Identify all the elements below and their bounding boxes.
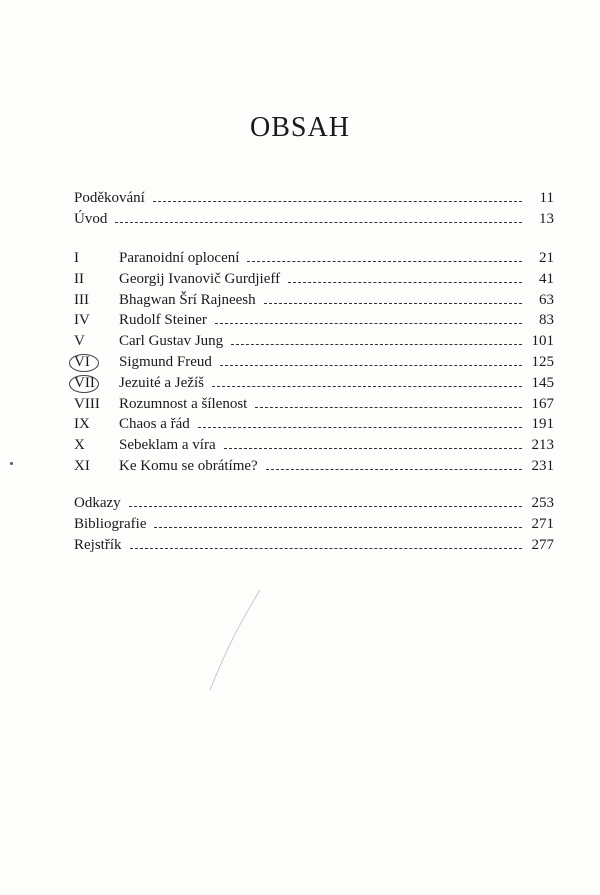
- chapter-title: Jezuité a Ježíš: [119, 374, 204, 391]
- entry-page: 11: [539, 190, 554, 206]
- chapter-page: 191: [531, 416, 554, 433]
- dot-leader: [220, 365, 522, 366]
- chapter-page: 21: [539, 250, 554, 266]
- toc-chapter-entry: [74, 352, 554, 373]
- dot-leader: [115, 222, 522, 223]
- pencil-stroke-mark: [205, 585, 265, 695]
- toc-entry: [74, 514, 554, 535]
- chapter-page: 145: [531, 374, 554, 391]
- chapter-number: III: [74, 291, 89, 308]
- dot-leader: [264, 303, 522, 304]
- stray-dot: [10, 462, 13, 465]
- dot-leader: [288, 282, 522, 283]
- toc-chapters: [74, 248, 554, 477]
- dot-leader: [129, 506, 522, 507]
- toc-chapter-entry: [74, 373, 554, 394]
- chapter-title: Paranoidní oplocení: [119, 250, 240, 266]
- chapter-title: Georgij Ivanovič Gurdjieff: [119, 270, 281, 287]
- chapter-page: 83: [539, 312, 554, 329]
- dot-leader: [154, 527, 522, 528]
- toc-chapter-entry: [74, 414, 554, 435]
- entry-page: 271: [531, 515, 554, 532]
- chapter-page: 63: [539, 291, 554, 308]
- toc-chapter-entry: [74, 331, 554, 352]
- entry-label: Odkazy: [74, 495, 121, 511]
- chapter-page: 167: [531, 395, 554, 412]
- chapter-number: VIII: [74, 395, 100, 412]
- chapter-title: Ke Komu se obrátíme?: [119, 457, 258, 474]
- chapter-number: VII: [74, 374, 95, 391]
- chapter-title: Rozumnost a šílenost: [119, 395, 248, 412]
- chapter-page: 213: [531, 437, 554, 454]
- entry-label: Bibliografie: [74, 515, 147, 532]
- chapter-page: 125: [531, 353, 554, 370]
- page-title: OBSAH: [250, 112, 350, 143]
- dot-leader: [247, 261, 522, 262]
- chapter-number: XI: [74, 457, 90, 474]
- dot-leader: [231, 344, 522, 345]
- chapter-title: Bhagwan Šrí Rajneesh: [119, 291, 256, 308]
- pen-circle-mark: [69, 354, 99, 372]
- chapter-number: I: [74, 250, 79, 266]
- chapter-title: Rudolf Steiner: [119, 312, 207, 329]
- dot-leader: [266, 469, 522, 470]
- dot-leader: [130, 548, 523, 549]
- chapter-title: Carl Gustav Jung: [119, 333, 224, 350]
- entry-page: 277: [531, 536, 554, 553]
- chapter-page: 231: [531, 457, 554, 474]
- dot-leader: [224, 448, 522, 449]
- toc-chapter-entry: [74, 456, 554, 477]
- toc-chapter-entry: [74, 248, 554, 269]
- entry-page: 253: [531, 495, 554, 511]
- entry-label: Úvod: [74, 210, 108, 227]
- toc-front-matter: [74, 188, 554, 230]
- chapter-number: II: [74, 270, 84, 287]
- toc-entry: [74, 209, 554, 230]
- toc-chapter-entry: [74, 269, 554, 290]
- chapter-number: IV: [74, 312, 90, 329]
- toc-chapter-entry: [74, 310, 554, 331]
- dot-leader: [255, 407, 522, 408]
- entry-page: 13: [539, 210, 554, 227]
- dot-leader: [212, 386, 522, 387]
- dot-leader: [215, 323, 522, 324]
- entry-label: Rejstřík: [74, 536, 122, 553]
- toc-chapter-entry: [74, 394, 554, 415]
- chapter-title: Sigmund Freud: [119, 353, 212, 370]
- toc-chapter-entry: [74, 435, 554, 456]
- toc-entry: [74, 493, 554, 514]
- chapter-page: 41: [539, 270, 554, 287]
- toc-back-matter: [74, 493, 554, 555]
- dot-leader: [153, 201, 522, 202]
- dot-leader: [198, 427, 522, 428]
- chapter-number: VI: [74, 353, 90, 370]
- pen-circle-mark: [69, 375, 99, 393]
- toc-entry: [74, 188, 554, 209]
- chapter-page: 101: [531, 333, 554, 350]
- chapter-number: X: [74, 437, 85, 454]
- chapter-title: Chaos a řád: [119, 416, 190, 433]
- chapter-title: Sebeklam a víra: [119, 437, 216, 454]
- entry-label: Poděkování: [74, 190, 145, 206]
- toc-entry: [74, 535, 554, 556]
- toc-chapter-entry: [74, 290, 554, 311]
- chapter-number: V: [74, 333, 85, 350]
- chapter-number: IX: [74, 416, 90, 433]
